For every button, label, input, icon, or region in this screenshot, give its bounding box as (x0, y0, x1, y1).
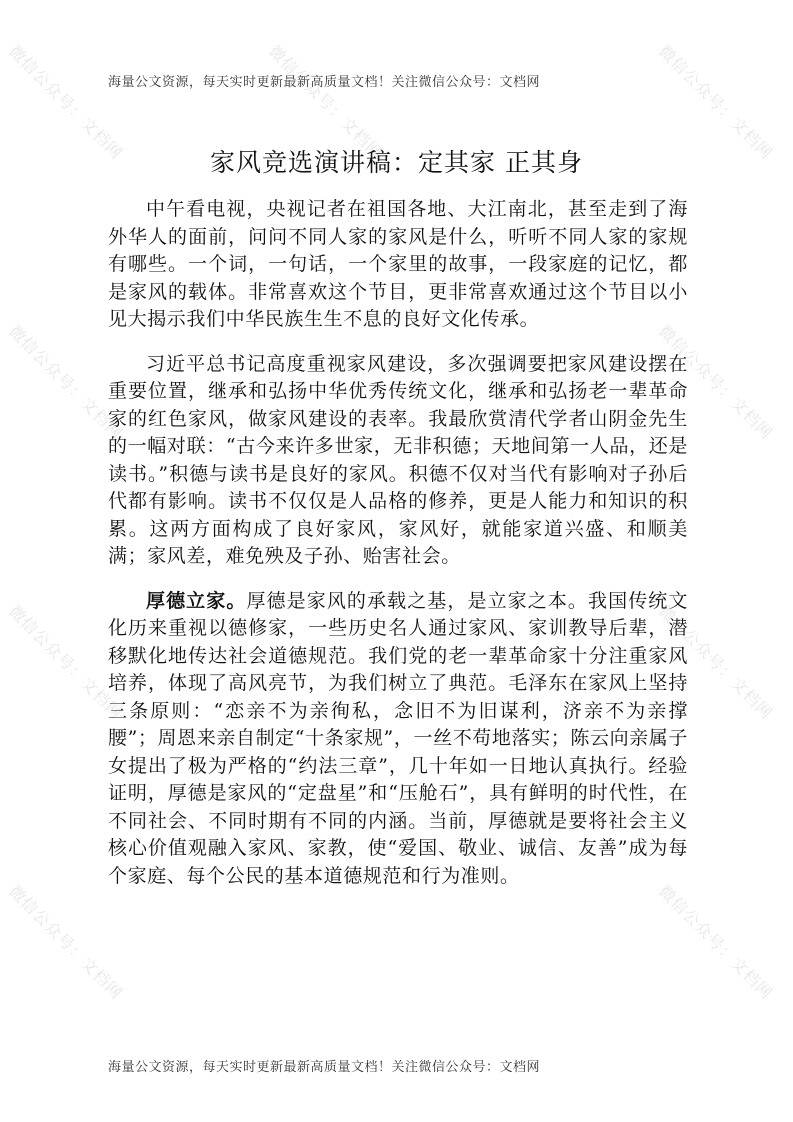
document-body (108, 196, 688, 907)
footer-note: 海量公文资源，每天实时更新最新高质量文档！关注微信公众号：文档网 (108, 1060, 541, 1075)
watermark: 微信公众号：文档网 (4, 881, 127, 1004)
watermark: 微信公众号：文档网 (4, 601, 127, 724)
watermark: 微信公众号：文档网 (264, 41, 387, 164)
paragraph-lead: 厚德立家。 (146, 589, 247, 612)
paragraph-text: 厚德是家风的承载之基，是立家之本。我国传统文化历来重视以德修家，一些历史名人通过家风、家训教导后辈，潜移默化地传达社会道德规范。我们党的老一辈革命家十分注重家风培养，体现了高风亮节，为我们树立了典范。毛泽东在家风上坚持三条原则：“恋亲不为亲徇私，念旧不为旧谋利，济亲不为亲撑腰”；周恩来亲自制定“十条家规”，一丝不苟地落实；陈云向亲属子女提出了极为严格的“约法三章”，几十年如一日地认真执行。经验证明，厚德是家风的“定盘星”和“压舱石”，具有鲜明的时代性，在不同社会、不同时期有不同的内涵。当前，厚德就是要将社会主义核心价值观融入家风、家教，使“爱国、敬业、诚信、友善”成为每个家庭、每个公民的基本道德规范和行为准则。 (108, 589, 688, 887)
document-title: 家风竞选演讲稿：定其家 正其身 (210, 148, 583, 177)
header-note: 海量公文资源，每天实时更新最新高质量文档！关注微信公众号：文档网 (108, 75, 541, 90)
paragraph-text: 习近平总书记高度重视家风建设，多次强调要把家风建设摆在重要位置，继承和弘扬中华优秀传统文化，继承和弘扬老一辈革命家的红色家风，做家风建设的表率。我最欣赏清代学者山阴金先生的一幅对联：“古今来许多世家，无非积德；天地间第一人品，还是读书。”积德与读书是良好的家风。积德不仅对当代有影响对子孙后代都有影响。读书不仅仅是人品格的修养，更是人能力和知识的积累。这两方面构成了良好家风，家风好，就能家道兴盛、和顺美满；家风差，难免殃及子孙、贻害社会。 (108, 352, 688, 567)
watermark: 微信公众号：文档网 (654, 881, 777, 1004)
watermark: 微信公众号：文档网 (654, 601, 777, 724)
paragraph-text: 中午看电视，央视记者在祖国各地、大江南北，甚至走到了海外华人的面前，问问不同人家的家风是什么，听听不同人家的家规有哪些。一个词，一句话，一个家里的故事，一段家庭的记忆，都是家风的载体。非常喜欢这个节目，更非常喜欢通过这个节目以小见大揭示我们中华民族生生不息的良好文化传承。 (108, 198, 688, 330)
paragraph-2 (108, 351, 688, 571)
watermark: 微信公众号：文档网 (654, 41, 777, 164)
paragraph-3 (108, 588, 688, 891)
watermark: 微信公众号：文档网 (654, 321, 777, 444)
watermark: 微信公众号：文档网 (4, 321, 127, 444)
watermark: 微信公众号：文档网 (4, 41, 127, 164)
paragraph-1 (108, 196, 688, 334)
